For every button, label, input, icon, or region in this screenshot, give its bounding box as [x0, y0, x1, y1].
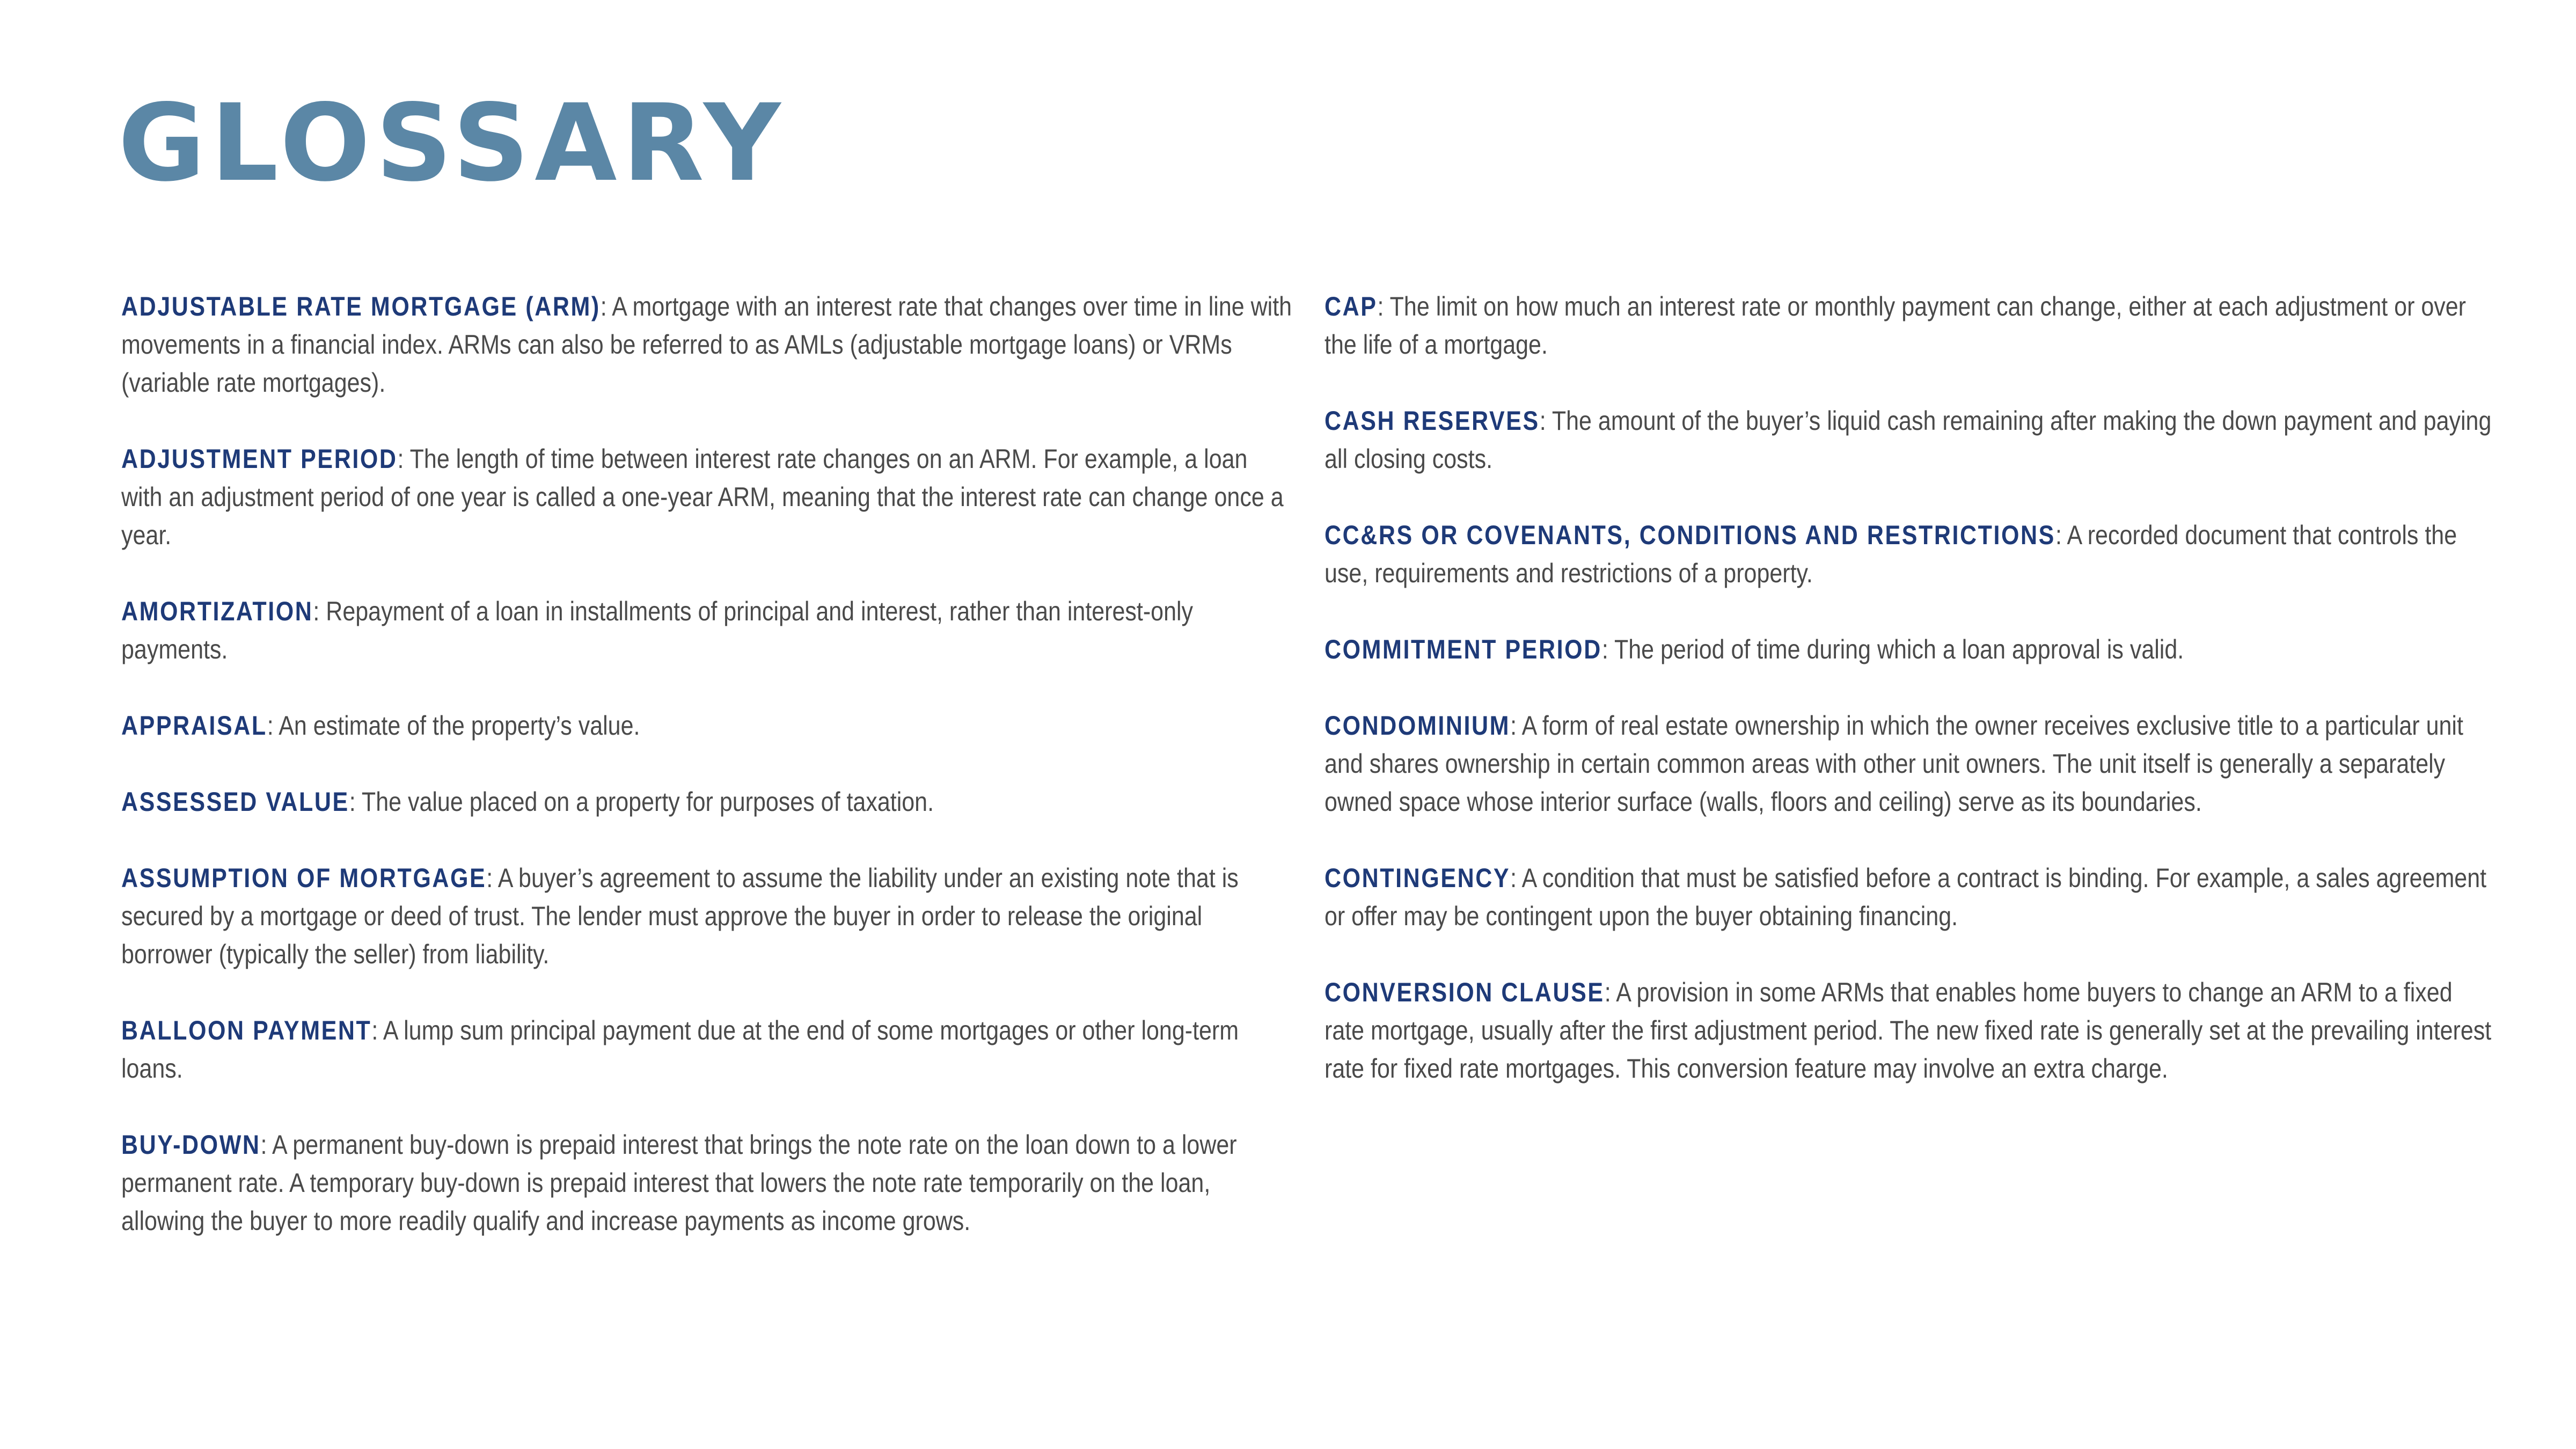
term-separator: :: [260, 1130, 273, 1160]
term-separator: :: [1601, 634, 1614, 664]
glossary-entry: [121, 783, 1293, 821]
glossary-definition: Repayment of a loan in installments of principal and interest, rather than interest-only payments.: [121, 596, 1194, 664]
term-separator: :: [371, 1015, 383, 1045]
glossary-entry: [121, 1126, 1293, 1240]
glossary-entry: [1324, 974, 2497, 1088]
glossary-entry: [1324, 631, 2497, 669]
glossary-definition: A mortgage with an interest rate that changes over time in line with movements in a financial index. ARMs can also be referred to as AMLs (adjustable mortgage loans) or VRMs (variable rate mortgages).: [121, 291, 1292, 398]
glossary-entry: [1324, 707, 2497, 821]
glossary-entry: [121, 288, 1293, 402]
glossary-entry: [1324, 516, 2497, 592]
glossary-definition: A recorded document that controls the use, requirements and restrictions of a property.: [1324, 520, 2457, 588]
term-separator: :: [267, 711, 279, 741]
term-separator: :: [313, 596, 326, 626]
glossary-definition: A condition that must be satisfied before a contract is binding. For example, a sales agreement or offer may be contingent upon the buyer obtaining financing.: [1324, 863, 2487, 931]
term-separator: :: [1510, 711, 1522, 741]
glossary-term: APPRAISAL: [121, 711, 267, 741]
term-separator: :: [349, 787, 362, 817]
glossary-term: COMMITMENT PERIOD: [1324, 634, 1602, 664]
glossary-term: CONDOMINIUM: [1324, 711, 1511, 741]
glossary-term: CONTINGENCY: [1324, 863, 1511, 893]
term-separator: :: [1539, 406, 1552, 436]
glossary-term: ADJUSTABLE RATE MORTGAGE (ARM): [121, 291, 601, 321]
glossary-column-right: [1324, 288, 2500, 1126]
glossary-entry: [121, 592, 1293, 669]
page-title: GLOSSARY: [118, 81, 786, 205]
glossary-definition: The length of time between interest rate changes on an ARM. For example, a loan with an adjustment period of one year is called a one-year ARM, meaning that the interest rate can change once a year.: [121, 444, 1284, 550]
glossary-definition: A lump sum principal payment due at the end of some mortgages or other long-term loans.: [121, 1015, 1239, 1084]
glossary-entry: [121, 707, 1293, 745]
glossary-term: BUY-DOWN: [121, 1130, 261, 1160]
glossary-entry: [121, 1012, 1293, 1088]
term-separator: :: [1604, 977, 1616, 1007]
glossary-term: ADJUSTMENT PERIOD: [121, 444, 398, 474]
glossary-entry: [1324, 288, 2497, 364]
glossary-term: CC&RS OR COVENANTS, CONDITIONS AND RESTRICTIONS: [1324, 520, 2055, 550]
glossary-term: CASH RESERVES: [1324, 406, 1540, 436]
glossary-definition: A buyer’s agreement to assume the liability under an existing note that is secured by a mortgage or deed of trust. The lender must approve the buyer in order to release the original borrower (typically the seller) from liability.: [121, 863, 1239, 969]
glossary-term: ASSUMPTION OF MORTGAGE: [121, 863, 487, 893]
term-separator: :: [486, 863, 498, 893]
glossary-entry: [121, 859, 1293, 974]
term-separator: :: [600, 291, 612, 321]
glossary-entry: [1324, 859, 2497, 935]
glossary-definition: A permanent buy-down is prepaid interest that brings the note rate on the loan down to a lower permanent rate. A temporary buy-down is prepaid interest that lowers the note rate temporarily on the loan, allowing the buyer to more readily qualify and increase payments as income grows.: [121, 1130, 1237, 1236]
glossary-definition: The limit on how much an interest rate or monthly payment can change, either at each adjustment or over the life of a mortgage.: [1324, 291, 2466, 360]
glossary-term: AMORTIZATION: [121, 596, 313, 626]
term-separator: :: [397, 444, 410, 474]
glossary-definition: The value placed on a property for purposes of taxation.: [361, 787, 934, 817]
glossary-term: CONVERSION CLAUSE: [1324, 977, 1605, 1007]
glossary-definition: A provision in some ARMs that enables home buyers to change an ARM to a fixed rate mortgage, usually after the first adjustment period. The new fixed rate is generally set at the prevailing interest rate for fixed rate mortgages. This conversion feature may involve an extra charge.: [1324, 977, 2492, 1084]
glossary-term: CAP: [1324, 291, 1378, 321]
glossary-entry: [1324, 402, 2497, 478]
glossary-definition: An estimate of the property’s value.: [279, 711, 640, 741]
glossary-column-left: [121, 288, 1297, 1278]
glossary-definition: The amount of the buyer’s liquid cash remaining after making the down payment and paying all closing costs.: [1324, 406, 2492, 474]
term-separator: :: [1377, 291, 1390, 321]
glossary-definition: The period of time during which a loan approval is valid.: [1614, 634, 2184, 664]
term-separator: :: [2055, 520, 2067, 550]
glossary-term: BALLOON PAYMENT: [121, 1015, 372, 1045]
term-separator: :: [1510, 863, 1522, 893]
glossary-term: ASSESSED VALUE: [121, 787, 349, 817]
glossary-definition: A form of real estate ownership in which the owner receives exclusive title to a particular unit and shares ownership in certain common areas with other unit owners. The unit itself is generally a separately owned space whose interior surface (walls, floors and ceiling) serve as its boundaries.: [1324, 711, 2463, 817]
glossary-entry: [121, 440, 1293, 554]
